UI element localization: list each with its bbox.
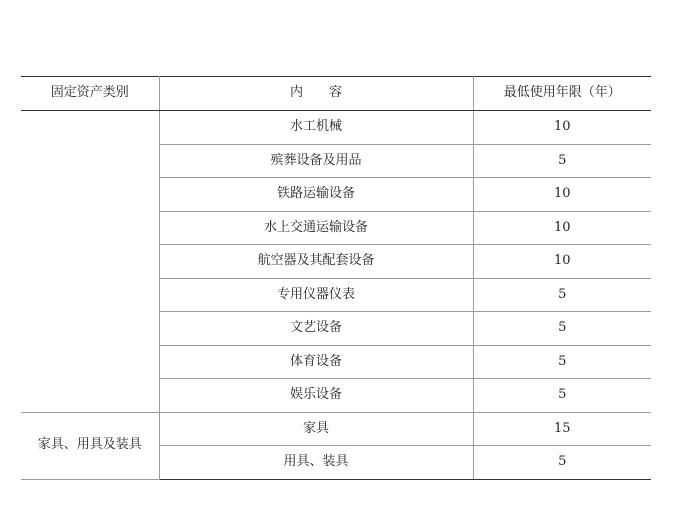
header-min-years: 最低使用年限（年） xyxy=(473,77,651,111)
content-cell: 家具 xyxy=(159,412,473,446)
years-cell: 5 xyxy=(473,312,651,346)
years-cell: 15 xyxy=(473,412,651,446)
years-cell: 10 xyxy=(473,245,651,279)
years-cell: 5 xyxy=(473,278,651,312)
category-cell xyxy=(21,111,159,413)
years-cell: 10 xyxy=(473,111,651,145)
table-body xyxy=(21,111,651,480)
content-cell: 娱乐设备 xyxy=(159,379,473,413)
years-cell: 5 xyxy=(473,379,651,413)
content-cell: 水工机械 xyxy=(159,111,473,145)
header-content: 内 容 xyxy=(159,77,473,111)
years-cell: 5 xyxy=(473,446,651,480)
header-row xyxy=(21,77,651,111)
content-cell: 殡葬设备及用品 xyxy=(159,144,473,178)
header-category: 固定资产类别 xyxy=(21,77,159,111)
content-cell: 航空器及其配套设备 xyxy=(159,245,473,279)
years-cell: 5 xyxy=(473,345,651,379)
content-cell: 水上交通运输设备 xyxy=(159,211,473,245)
content-cell: 专用仪器仪表 xyxy=(159,278,473,312)
table-row xyxy=(21,111,651,145)
content-cell: 体育设备 xyxy=(159,345,473,379)
content-cell: 铁路运输设备 xyxy=(159,178,473,212)
content-cell: 文艺设备 xyxy=(159,312,473,346)
fixed-asset-lifespan-table xyxy=(21,76,651,480)
table-row xyxy=(21,412,651,446)
years-cell: 10 xyxy=(473,178,651,212)
years-cell: 5 xyxy=(473,144,651,178)
category-cell: 家具、用具及装具 xyxy=(21,412,159,479)
content-cell: 用具、装具 xyxy=(159,446,473,480)
years-cell: 10 xyxy=(473,211,651,245)
table-header xyxy=(21,77,651,111)
